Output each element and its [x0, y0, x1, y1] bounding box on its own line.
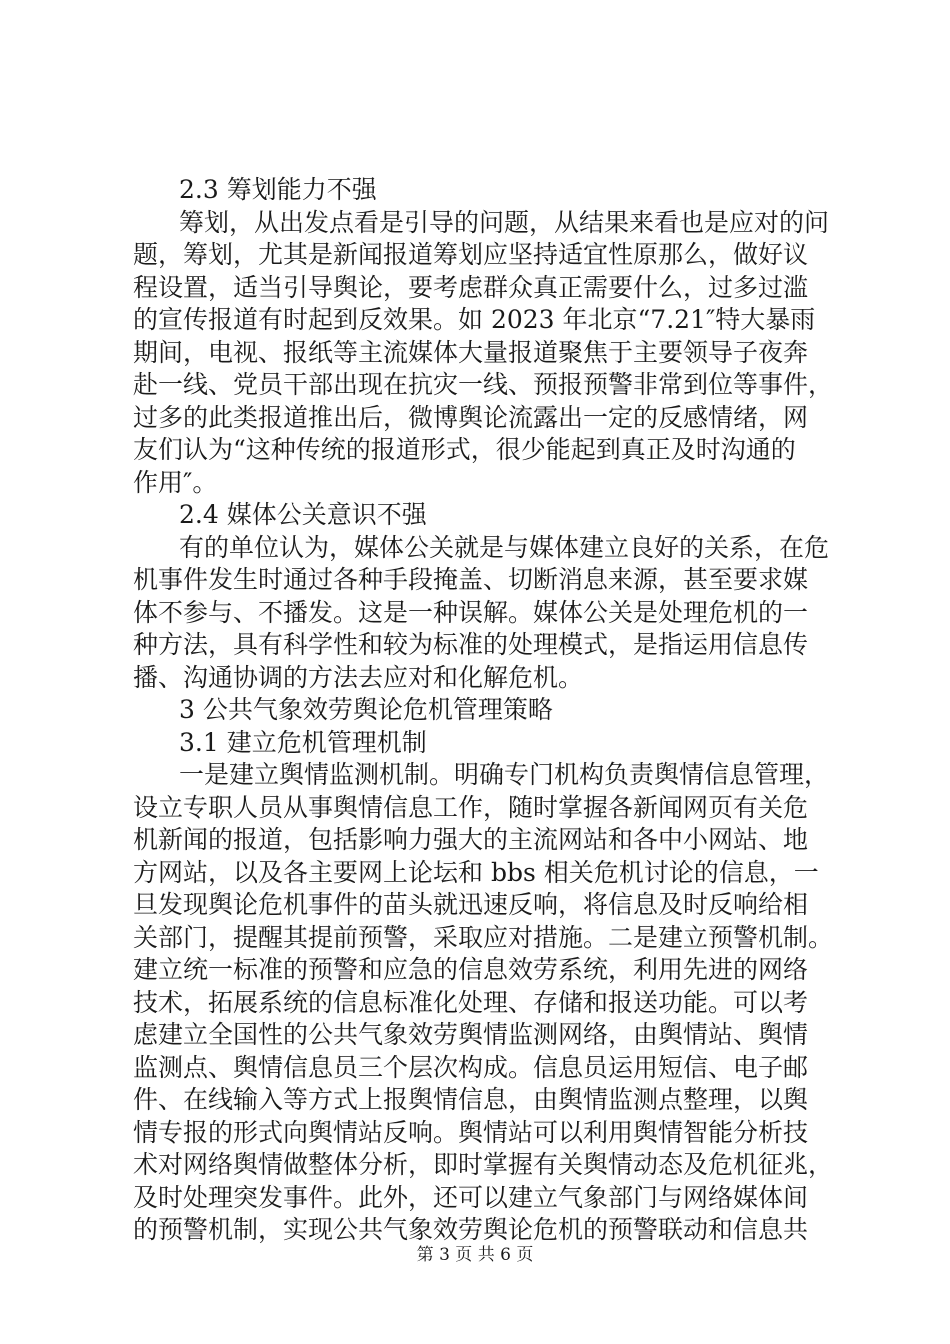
text-line: 播、沟通协调的方法去应对和化解危机。 — [133, 662, 584, 692]
text-line: 题，筹划，尤其是新闻报道筹划应坚持适宜性原那么，做好议 — [133, 240, 809, 269]
paragraph-start-line: 2.3 筹划能力不强 — [179, 175, 377, 204]
text-line: 情专报的形式向舆情站反响。舆情站可以利用舆情智能分析技 — [133, 1117, 809, 1147]
text-line: 过多的此类报道推出后，微博舆论流露出一定的反感情绪，网 — [133, 402, 809, 432]
paragraph-start-line: 一是建立舆情监测机制。明确专门机构负责舆情信息管理， — [179, 760, 830, 789]
text-line: 的宣传报道有时起到反效果。如 2023 年北京“7.21″特大暴雨 — [133, 305, 816, 334]
text-line: 技术，拓展系统的信息标准化处理、存储和报送功能。可以考 — [133, 987, 809, 1017]
text-line: 关部门，提醒其提前预警，采取应对措施。二是建立预警机制。 — [133, 922, 833, 952]
text-line: 赴一线、党员干部出现在抗灾一线、预报预警非常到位等事件， — [133, 370, 833, 399]
paragraph-start-line: 有的单位认为，媒体公关就是与媒体建立良好的关系，在危 — [179, 532, 830, 562]
text-line: 方网站，以及各主要网上论坛和 bbs 相关危机讨论的信息，一 — [133, 857, 819, 887]
text-line: 件、在线输入等方式上报舆情信息，由舆情监测点整理，以舆 — [133, 1085, 809, 1114]
text-line: 机新闻的报道，包括影响力强大的主流网站和各中小网站、地 — [133, 825, 809, 854]
text-line: 虑建立全国性的公共气象效劳舆情监测网络，由舆情站、舆情 — [133, 1020, 809, 1049]
text-line: 机事件发生时通过各种手段掩盖、切断消息来源，甚至要求媒 — [133, 565, 809, 594]
text-line: 友们认为“这种传统的报道形式，很少能起到真正及时沟通的 — [133, 435, 796, 464]
text-line: 体不参与、不播发。这是一种误解。媒体公关是处理危机的一 — [133, 597, 809, 627]
page-footer: 第 3 页 共 6 页 — [416, 1245, 534, 1265]
text-line: 术对网络舆情做整体分析，即时掌握有关舆情动态及危机征兆， — [133, 1150, 833, 1179]
text-line: 期间，电视、报纸等主流媒体大量报道聚焦于主要领导子夜奔 — [133, 337, 809, 367]
text-line: 的预警机制，实现公共气象效劳舆论危机的预警联动和信息共 — [133, 1215, 809, 1244]
text-line: 设立专职人员从事舆情信息工作，随时掌握各新闻网页有关危 — [133, 792, 809, 822]
text-line: 建立统一标准的预警和应急的信息效劳系统，利用先进的网络 — [133, 955, 809, 984]
paragraph-start-line: 3 公共气象效劳舆论危机管理策略 — [179, 695, 553, 724]
paragraph-start-line: 2.4 媒体公关意识不强 — [179, 500, 427, 529]
text-line: 监测点、舆情信息员三个层次构成。信息员运用短信、电子邮 — [133, 1052, 809, 1082]
paragraph-start-line: 3.1 建立危机管理机制 — [179, 727, 427, 757]
text-line: 及时处理突发事件。此外，还可以建立气象部门与网络媒体间 — [133, 1182, 809, 1212]
text-line: 作用″。 — [133, 467, 218, 497]
text-line: 程设置，适当引导舆论，要考虑群众真正需要什么，过多过滥 — [133, 272, 809, 302]
paragraph-start-line: 筹划，从出发点看是引导的问题，从结果来看也是应对的问 — [179, 207, 830, 237]
body-text — [133, 174, 833, 1247]
text-line: 种方法，具有科学性和较为标准的处理模式，是指运用信息传 — [133, 630, 809, 659]
text-line: 旦发现舆论危机事件的苗头就迅速反响，将信息及时反响给相 — [133, 890, 809, 919]
